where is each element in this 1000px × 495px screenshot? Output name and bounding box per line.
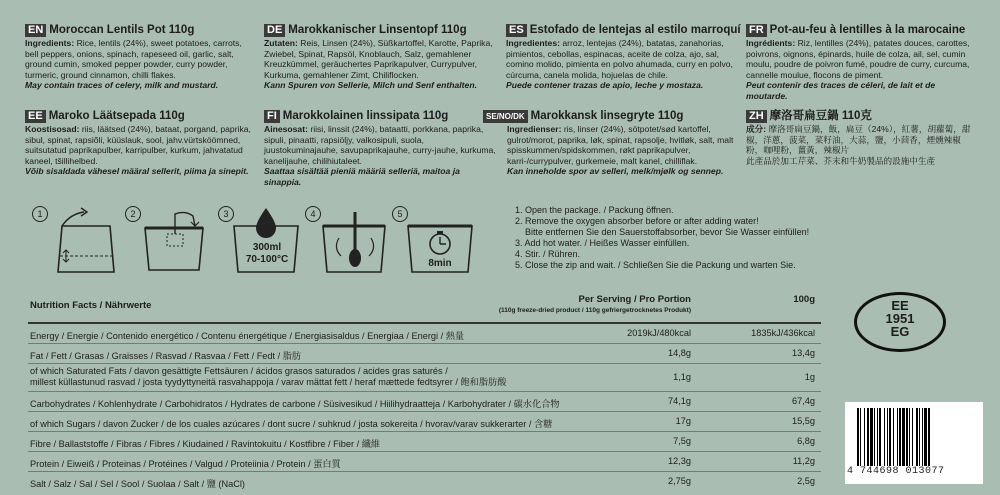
lang-block-de — [264, 24, 496, 91]
nutrient-per-serving: 74,1g — [668, 396, 691, 406]
nutrition-header — [28, 292, 821, 324]
ingredients-text-se: ris, linser (24%), sötpotet/sød kartoffel, gulrot/morot, paprika, løk, spinat, rapsolje, hvitløk, salt, malt spisskummen/spidskommen, røkt paprikapulver, karri-/currypulver, gurkemeie, malt kanel, chilliflak. — [507, 124, 734, 166]
nutrient-per-100g: 6,8g — [797, 436, 815, 446]
nutrient-name: Energy / Energie / Contenido energético / Contenu énergétique / Energiasisaldus / Energiaa / Energi / 熱量 — [30, 331, 465, 341]
health-mark-seal — [854, 292, 946, 352]
nutrient-name: Salt / Salz / Sal / Sel / Sool / Suolaa / Salt / 鹽 (NaCl) — [30, 479, 245, 489]
nutrient-per-serving: 17g — [675, 416, 691, 426]
ingredients-text-de: Reis, Linsen (24%), Süßkartoffel, Karotte, Paprika, Zwiebel, Spinat, Rapsöl, Knoblauch, Salz, gemahlener Kreuzkümmel, geräuchertes Paprikapulver, Currypulver, Kurkuma, gemahlener Zimt, Chiliflocken. — [264, 38, 493, 80]
step-number-4: 4 — [305, 206, 321, 222]
allergen-note-zh: 此產品於加工芹菜、芥末和牛奶製品的設施中生產 — [746, 155, 936, 166]
allergen-note-es: Puede contener trazas de apio, leche y mostaza. — [506, 80, 704, 91]
nutrient-per-100g: 15,5g — [792, 416, 815, 426]
barcode-bar — [928, 408, 930, 466]
product-title-de: Marokkanischer Linsentopf 110g — [288, 24, 467, 36]
step-1 — [32, 204, 122, 284]
allergen-note-fi: Saattaa sisältää pieniä määriä selleriä, maitoa ja sinappia. — [264, 166, 460, 187]
nutrition-row — [28, 432, 821, 452]
product-title-se: Marokkansk linsegryte 110g — [530, 110, 684, 122]
nutrition-row — [28, 344, 821, 364]
lang-block-fr — [746, 24, 978, 102]
nutrient-name: of which Sugars / davon Zucker / de los cuales azúcares / dont sucre / suhkrud / josta sokereita / hvorav/varav sukkerarter / 含糖 — [30, 419, 553, 429]
product-title-fr: Pot-au-feu à lentilles à la marocaine — [769, 24, 966, 36]
step-2 — [125, 204, 215, 284]
nutrient-per-100g: 13,4g — [792, 348, 815, 358]
nutrition-row — [28, 324, 821, 344]
ingredients-text-es: arroz, lentejas (24%), batatas, zanahorias, pimientos, cebollas, espinacas, aceite de colza, ajo, sal, comino molido, pimienta en polvo ahumada, curry en polvo, cúrcuma, canela molida, hojuelas de chile. — [506, 38, 733, 80]
lang-code-ee: EE — [25, 110, 46, 123]
allergen-note-en: May contain traces of celery, milk and mustard. — [25, 80, 219, 91]
lang-code-se: SE/NO/DK — [483, 110, 528, 123]
ingredients-text-zh: 摩洛哥扁豆鍋，飯，扁豆（24%），紅薯，胡蘿蔔，甜椒，洋蔥，菠菜，菜籽油，大蒜，鹽，小茴香，煙燻辣椒粉，咖哩粉，薑黃，辣椒片 — [746, 124, 971, 156]
barcode — [845, 402, 983, 484]
nutrient-per-100g: 2,5g — [797, 476, 815, 486]
per-serving-header: Per Serving / Pro Portion — [578, 294, 691, 305]
nutrient-name — [30, 366, 630, 388]
ingredients-label-fi: Ainesosat: — [264, 124, 308, 134]
nutrition-title: Nutrition Facts / Nährwerte — [30, 300, 152, 311]
seal-line-3: EG — [890, 324, 910, 339]
ingredients-text-fi: riisi, linssit (24%), bataatti, porkkana, paprika, sipuli, pinaatti, rapsiöljy, valkosipuli, suola, juustokuminajauhe, savupaprikajauhe, curry-jauhe, kurkuma, kanelijauhe, chilihiutaleet. — [264, 124, 496, 166]
nutrient-per-serving: 14,8g — [668, 348, 691, 358]
lang-code-en: EN — [25, 24, 46, 37]
lang-code-zh: ZH — [746, 110, 767, 123]
lang-block-ee — [25, 110, 257, 177]
preparation-instructions — [515, 205, 920, 271]
lang-code-fi: FI — [264, 110, 280, 123]
product-title-fi: Marokkolainen linssipata 110g — [282, 110, 449, 122]
ingredients-label-ee: Koostisosad: — [25, 124, 80, 134]
seal-line-2: 1951 — [885, 311, 915, 326]
lang-code-de: DE — [264, 24, 285, 37]
ingredients-label-en: Ingredients: — [25, 38, 75, 48]
instruction-line: 5. Close the zip and wait. / Schließen Sie die Packung und warten Sie. — [515, 260, 796, 270]
per-serving-subheader: (110g freeze-dried product / 110g gefriergetrocknetes Produkt) — [498, 307, 691, 314]
nutrition-row — [28, 472, 821, 491]
step-number-5: 5 — [392, 206, 408, 222]
lang-block-zh — [746, 110, 978, 166]
nutrient-per-serving: 12,3g — [668, 456, 691, 466]
step-4 — [305, 204, 395, 284]
nutrient-name: Fibre / Ballaststoffe / Fibras / Fibres / Kiudained / Ravintokuitu / Kostfibre / Fiber / 纖維 — [30, 439, 381, 449]
instruction-line: 4. Stir. / Rühren. — [515, 249, 581, 259]
instruction-line: 3. Add hot water. / Heißes Wasser einfüllen. — [515, 238, 690, 248]
step-number-3: 3 — [218, 206, 234, 222]
barcode-bars — [857, 408, 975, 466]
open-package-icon — [32, 204, 122, 284]
ingredients-label-fr: Ingrédients: — [746, 38, 796, 48]
lang-code-fr: FR — [746, 24, 767, 37]
lang-block-se — [483, 110, 738, 177]
nutrient-per-100g: 67,4g — [792, 396, 815, 406]
product-title-zh: 摩洛哥扁豆鍋 110克 — [769, 110, 872, 122]
lang-code-es: ES — [506, 24, 527, 37]
nutrient-name: Protein / Eiweiß / Proteinas / Protéines / Valgud / Proteiinia / Protein / 蛋白質 — [30, 459, 341, 469]
lang-block-es — [506, 24, 741, 91]
ingredients-label-es: Ingredientes: — [506, 38, 560, 48]
nutrient-per-serving: 1,1g — [673, 372, 691, 382]
nutrient-name: Fat / Fett / Grasas / Graisses / Rasvad / Rasvaa / Fett / Fedt / 脂肪 — [30, 351, 302, 361]
lang-block-en — [25, 24, 257, 91]
ingredients-text-ee: riis, läätsed (24%), bataat, porgand, paprika, sibul, spinat, rapsiõli, küüslauk, sool, jahv.vürtsköömned, suitsutatud paprikapulber, karripulber, kurkum, jahvatatud kaneel, tšillihelbed. — [25, 124, 251, 166]
step-5 — [392, 204, 482, 284]
ingredients-text-en: Rice, lentils (24%), sweet potatoes, carrots, bell peppers, onions, spinach, rapeseed oil, garlic, salt, ground cumin, smoked pepper powder, curry powder, turmeric, ground cinnamon, chilli flakes. — [25, 38, 242, 80]
nutrition-row — [28, 392, 821, 412]
ingredients-label-zh: 成分: — [746, 124, 767, 134]
nutrient-name-line1: of which Saturated Fats / davon gesättigte Fettsäuren / ácidos grasos saturados / acides gras saturés / — [30, 366, 448, 376]
nutrition-row — [28, 452, 821, 472]
stir-icon — [305, 204, 395, 284]
nutrient-per-serving: 2,75g — [668, 476, 691, 486]
allergen-note-se: Kan inneholde spor av selleri, melk/mjølk og sennep. — [507, 166, 724, 177]
step-number-2: 2 — [125, 206, 141, 222]
product-title-es: Estofado de lentejas al estilo marroquí — [529, 24, 741, 36]
seal-line-1: EE — [891, 298, 909, 313]
barcode-digits: 4 744698 013077 — [847, 466, 945, 477]
nutrient-per-serving: 2019kJ/480kcal — [627, 328, 691, 338]
instruction-line: 1. Open the package. / Packung öffnen. — [515, 205, 674, 215]
water-amount: 300ml — [252, 242, 282, 253]
product-title-en: Moroccan Lentils Pot 110g — [49, 24, 195, 36]
ingredients-label-se: Ingredienser: — [507, 124, 562, 134]
product-title-ee: Maroko Läätsepada 110g — [48, 110, 185, 122]
ingredients-label-de: Zutaten: — [264, 38, 298, 48]
remove-absorber-icon — [125, 204, 215, 284]
step-3 — [218, 204, 308, 284]
per-100g-header: 100g — [793, 294, 815, 305]
allergen-note-de: Kann Spuren von Sellerie, Milch und Senf enthalten. — [264, 80, 477, 91]
step-number-1: 1 — [32, 206, 48, 222]
nutrient-name-line2: millest küllastunud rasvad / josta tyydyttyneitä rasvahappoja / varav mättat fett / heraf mættede fedtsyrer / 飽和脂肪酸 — [30, 377, 507, 387]
nutrition-row — [28, 364, 821, 392]
nutrient-per-100g: 11,2g — [792, 456, 815, 466]
nutrient-per-serving: 7,5g — [673, 436, 691, 446]
nutrition-table — [28, 292, 821, 491]
nutrient-name: Carbohydrates / Kohlenhydrate / Carbohidratos / Hydrates de carbone / Süsivesikud / Hiilihydraatteja / Karbohydrater / 碳水化合物 — [30, 399, 560, 409]
wait-time: 8min — [428, 258, 452, 269]
allergen-note-fr: Peut contenir des traces de céleri, de lait et de moutarde. — [746, 80, 936, 101]
instruction-line: 2. Remove the oxygen absorber before or after adding water! — [515, 216, 759, 226]
allergen-note-ee: Võib sisaldada vähesel määral sellerit, piima ja sinepit. — [25, 166, 249, 177]
water-temperature: 70-100°C — [245, 254, 289, 265]
ingredients-text-fr: Riz, lentilles (24%), patates douces, carottes, poivrons, oignons, épinards, huile de colza, ail, sel, cumin moulu, poudre de poivron fumé, poudre de curry, curcuma, cannelle moulue, flocons de piment. — [746, 38, 970, 80]
nutrition-row — [28, 412, 821, 432]
timer-icon — [392, 204, 482, 284]
instruction-line: Bitte entfernen Sie den Sauerstoffabsorber, bevor Sie Wasser einfüllen! — [525, 227, 810, 237]
nutrient-per-100g: 1g — [804, 372, 815, 382]
nutrient-per-100g: 1835kJ/436kcal — [751, 328, 815, 338]
lang-block-fi — [264, 110, 496, 188]
